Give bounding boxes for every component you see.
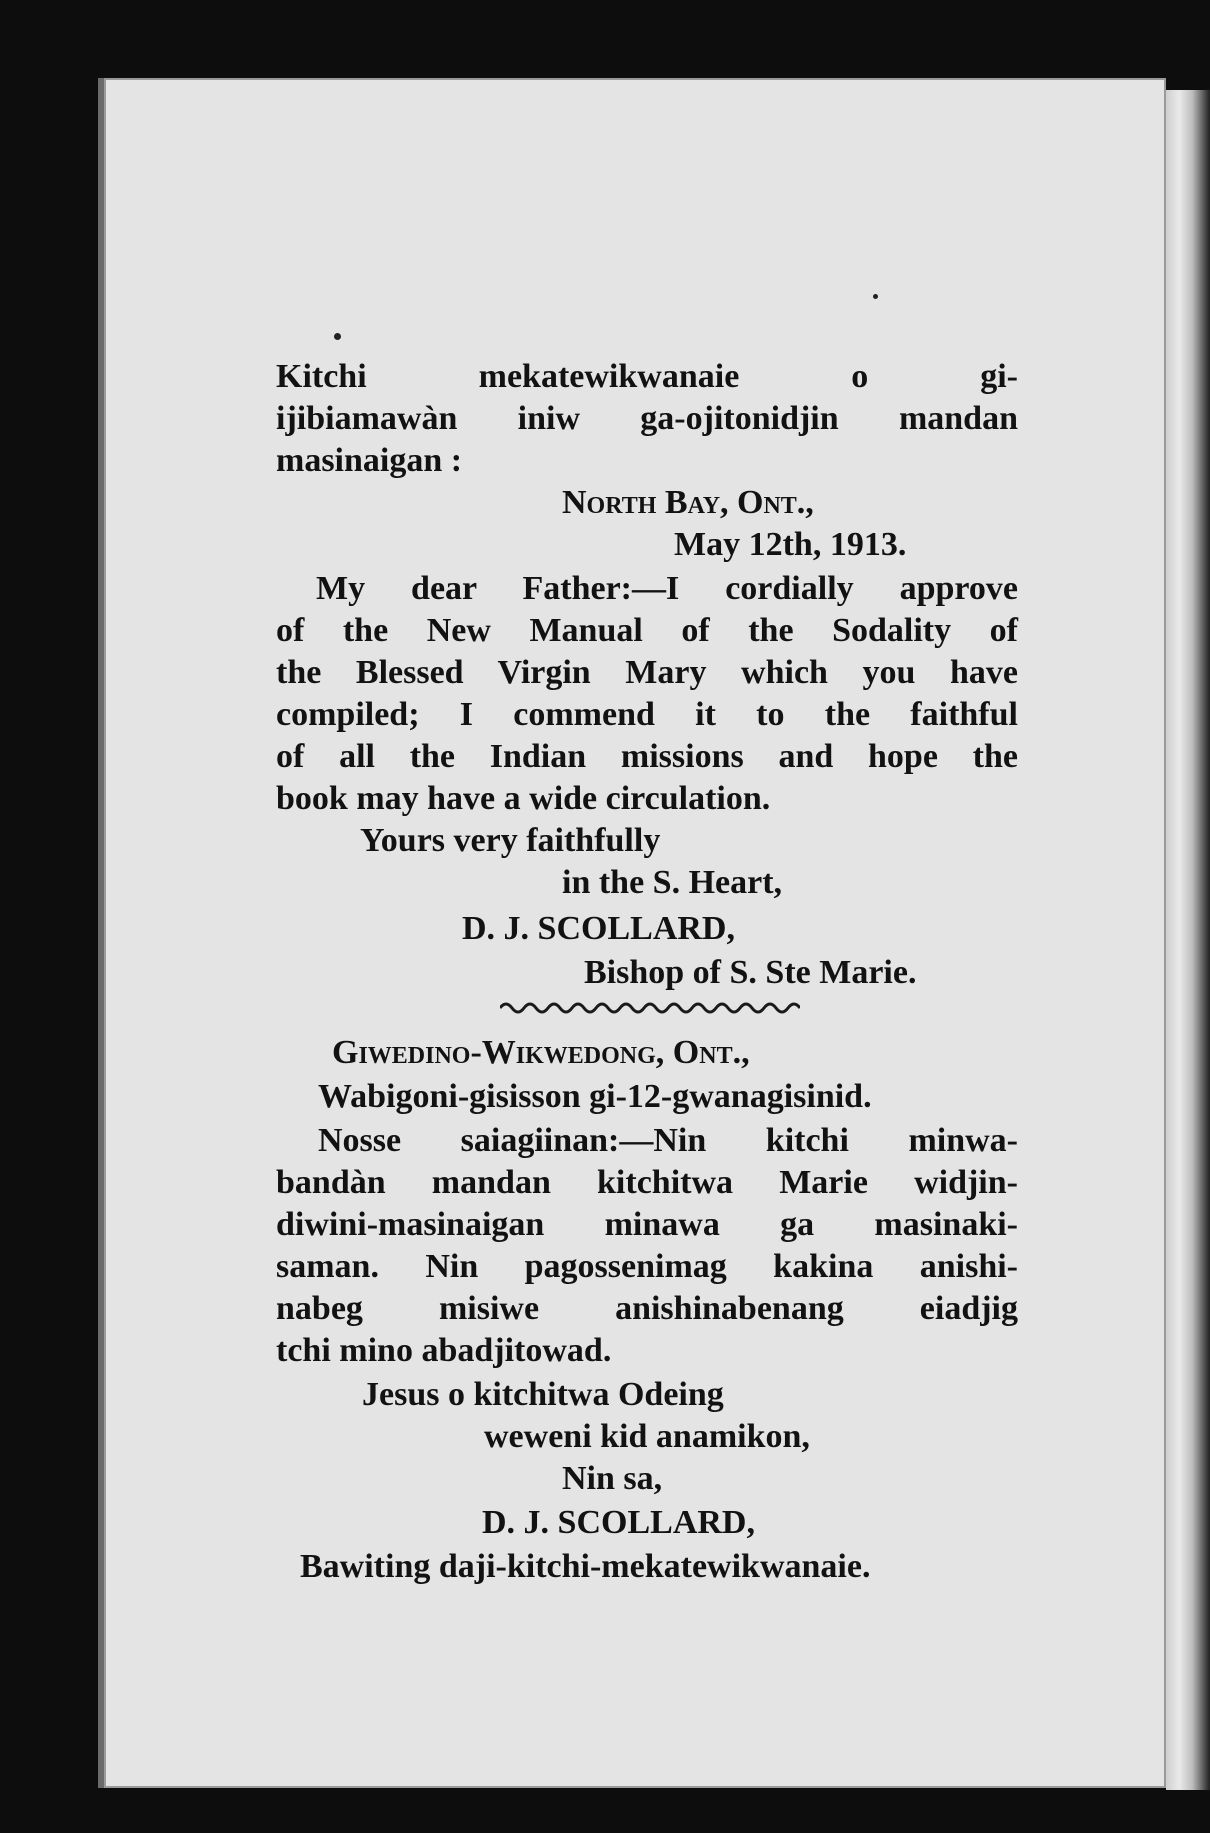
intro-line-1: Kitchi mekatewikwanaie o gi- (276, 358, 1018, 395)
ojibwe-letter-date: Wabigoni-gisisson gi-12-gwanagisinid. (318, 1078, 872, 1115)
ink-speck (873, 294, 878, 299)
ojibwe-letter-body-line: saman. Nin pagossenimag kakina anishi- (276, 1248, 1018, 1285)
ojibwe-letter-body-line: bandàn mandan kitchitwa Marie widjin- (276, 1164, 1018, 1201)
english-letter-body-line: book may have a wide circulation. (276, 780, 771, 817)
ojibwe-letter-closing-2: weweni kid anamikon, (484, 1418, 810, 1455)
english-letter-body-line: of all the Indian missions and hope the (276, 738, 1018, 775)
ojibwe-letter-body-line: Nosse saiagiinan:—Nin kitchi minwa- (318, 1122, 1018, 1159)
facing-page-edge (1166, 90, 1210, 1790)
ojibwe-letter-closing-3: Nin sa, (562, 1460, 663, 1497)
intro-line-3: masinaigan : (276, 442, 463, 479)
ojibwe-letter-title: Bawiting daji-kitchi-mekatewikwanaie. (300, 1548, 871, 1585)
english-letter-body-line: the Blessed Virgin Mary which you have (276, 654, 1018, 691)
ojibwe-letter-place: Giwedino-Wikwedong, Ont., (332, 1034, 750, 1071)
ojibwe-letter-body-line: nabeg misiwe anishinabenang eiadjig (276, 1290, 1018, 1327)
english-letter-body-line: My dear Father:—I cordially approve (316, 570, 1018, 607)
english-letter-title: Bishop of S. Ste Marie. (584, 954, 917, 991)
ojibwe-letter-body-line: diwini-masinaigan minawa ga masinaki- (276, 1206, 1018, 1243)
english-letter-body-line: compiled; I commend it to the faithful (276, 696, 1018, 733)
ojibwe-letter-signature: D. J. SCOLLARD, (482, 1504, 755, 1541)
wavy-separator (500, 1000, 800, 1016)
english-letter-place: North Bay, Ont., (562, 484, 814, 521)
english-letter-signature: D. J. SCOLLARD, (462, 910, 735, 947)
ojibwe-letter-closing-1: Jesus o kitchitwa Odeing (362, 1376, 724, 1413)
english-letter-closing-2: in the S. Heart, (562, 864, 783, 901)
ink-speck (334, 333, 341, 340)
english-letter-body-line: of the New Manual of the Sodality of (276, 612, 1018, 649)
english-letter-closing-1: Yours very faithfully (360, 822, 661, 859)
ojibwe-letter-body-line: tchi mino abadjitowad. (276, 1332, 612, 1369)
intro-line-2: ijibiamawàn iniw ga-ojitonidjin mandan (276, 400, 1018, 437)
english-letter-date: May 12th, 1913. (674, 526, 907, 563)
